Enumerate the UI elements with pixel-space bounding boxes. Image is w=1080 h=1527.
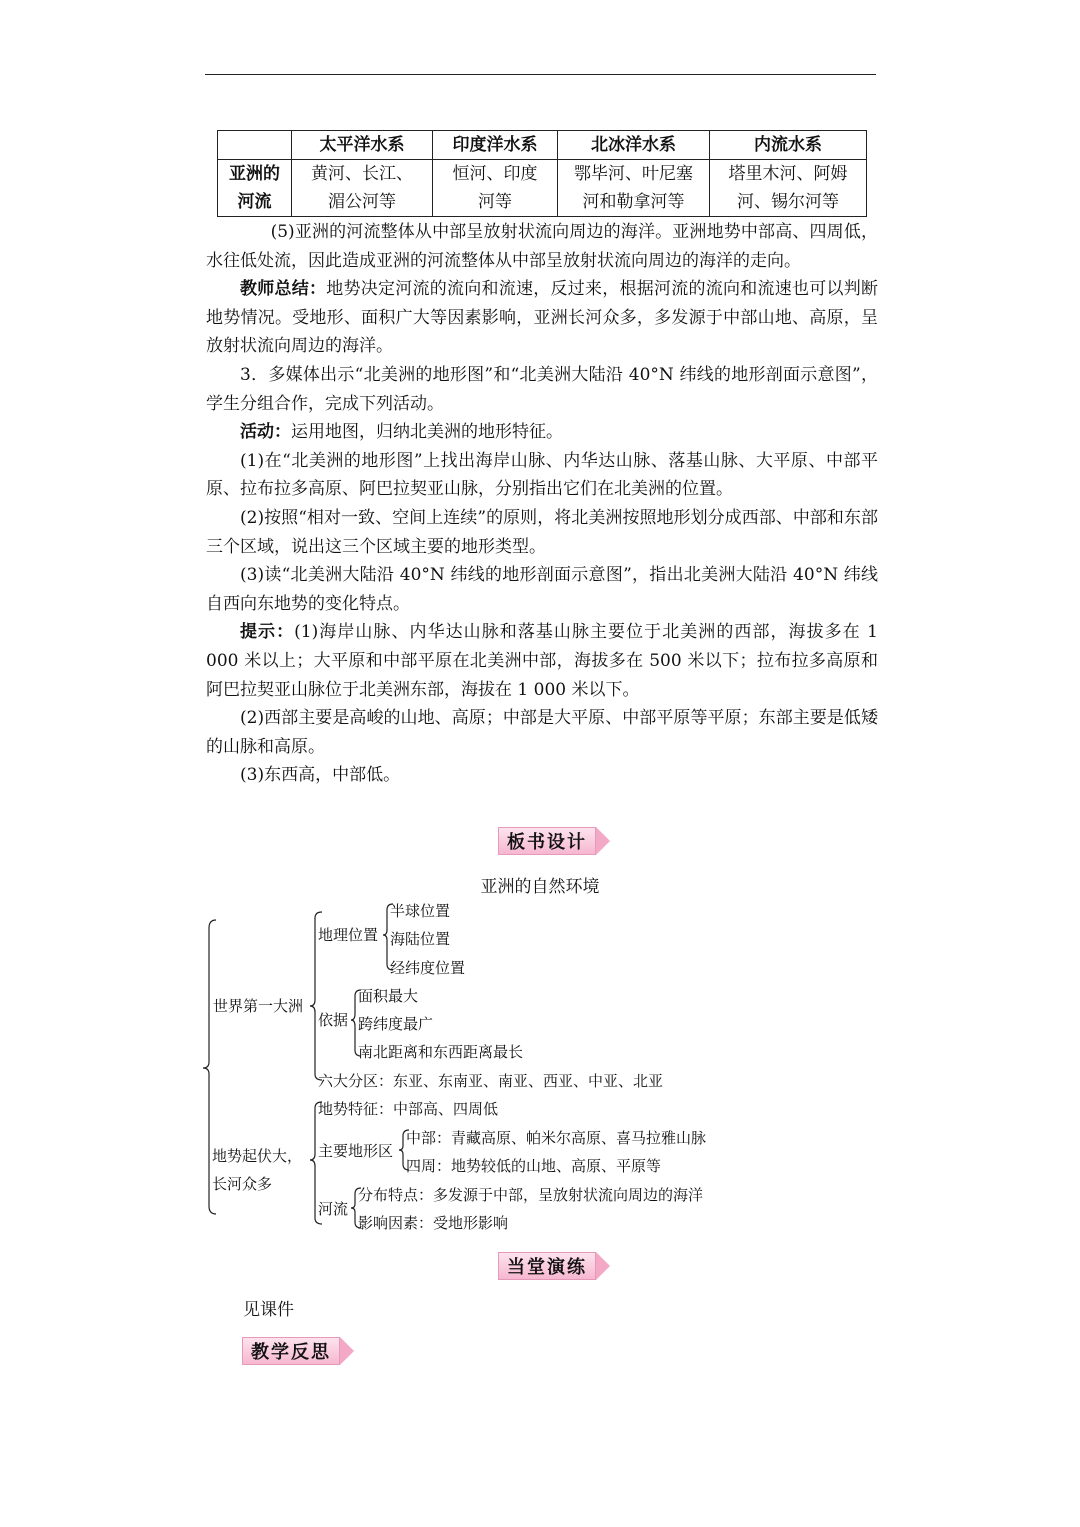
board-title: 亚洲的自然环境	[480, 877, 600, 897]
banner-arrow-icon	[596, 1252, 610, 1280]
activity-label: 活动：	[240, 422, 291, 443]
header-pacific: 太平洋水系	[292, 131, 433, 160]
hint-text-1: (1)海岸山脉、内华达山脉和落基山脉主要位于北美洲的西部，海拔多在 1 000 米以上；大平原和中部平原在北美洲中部，海拔多在 500 米以下；拉布拉多高原和阿巴拉契亚山脉位于北美洲东部，海拔在 1 000 米以下。	[206, 622, 878, 700]
header-inland: 内流水系	[710, 131, 867, 160]
hint-item-2: (2)西部主要是高峻的山地、高原；中部是大平原、中部平原等平原；东部主要是低矮的山脉和高原。	[206, 708, 878, 757]
activity-item-1: (1)在“北美洲的地形图”上找出海岸山脉、内华达山脉、落基山脉、大平原、中部平原、拉布拉多高原、阿巴拉契亚山脉，分别指出它们在北美洲的位置。	[206, 450, 878, 500]
node-geo-position: 地理位置	[318, 926, 379, 944]
summary-label: 教师总结：	[240, 279, 327, 300]
branch-largest-continent: 世界第一大洲	[213, 997, 304, 1015]
cell-indian: 恒河、印度 河等	[433, 160, 558, 217]
cell-arctic: 鄂毕河、叶尼塞 河和勒拿河等	[558, 160, 710, 217]
cell-pacific: 黄河、长江、 湄公河等	[292, 160, 433, 217]
leaf-lat-span: 跨纬度最广	[358, 1015, 434, 1033]
paragraph-3: 3．多媒体出示“北美洲的地形图”和“北美洲大陆沿 40°N 纬线的地形剖面示意图”，学生分组合作，完成下列活动。	[206, 364, 878, 414]
node-basis: 依据	[318, 1011, 349, 1029]
reflection-label: 教学反思	[242, 1337, 340, 1365]
leaf-center: 中部：青藏高原、帕米尔高原、喜马拉雅山脉	[406, 1129, 707, 1147]
leaf-hemisphere: 半球位置	[390, 902, 451, 920]
node-rivers: 河流	[318, 1200, 349, 1218]
practice-banner	[498, 1251, 610, 1281]
node-regions: 六大分区：东亚、东南亚、南亚、西亚、中亚、北亚	[318, 1072, 664, 1090]
banner-arrow-icon	[340, 1337, 354, 1365]
leaf-distance: 南北距离和东西距离最长	[358, 1043, 524, 1061]
leaf-sea-land: 海陆位置	[390, 930, 451, 948]
row-header-asia-rivers: 亚洲的 河流	[218, 160, 292, 217]
header-arctic: 北冰洋水系	[558, 131, 710, 160]
activity-item-3: (3)读“北美洲大陆沿 40°N 纬线的地形剖面示意图”，指出北美洲大陆沿 40°N 纬线自西向东地势的变化特点。	[206, 565, 878, 614]
activity-item-2: (2)按照“相对一致、空间上连续”的原则，将北美洲按照地形划分成西部、中部和东部三个区域，说出这三个区域主要的地形类型。	[206, 507, 878, 557]
reflection-banner	[242, 1336, 354, 1366]
hint-label: 提示：	[240, 622, 295, 643]
summary-text: 地势决定河流的流向和流速，反过来，根据河流的流向和流速也可以判断地势情况。受地形、面积广大等因素影响，亚洲长河众多，多发源于中部山地、高原，呈放射状流向周边的海洋。	[206, 279, 878, 357]
leaf-latlon: 经纬度位置	[390, 959, 466, 977]
practice-text: 见课件	[243, 1300, 294, 1320]
branch-terrain-line1: 地势起伏大，	[212, 1147, 303, 1165]
board-design-label: 板书设计	[498, 827, 596, 855]
hint-item-3: (3)东西高，中部低。	[240, 765, 401, 786]
header-indian: 印度洋水系	[433, 131, 558, 160]
node-terrain-feature: 地势特征：中部高、四周低	[318, 1100, 499, 1118]
branch-terrain-line2: 长河众多	[212, 1175, 273, 1193]
cell-inland: 塔里木河、阿姆 河、锡尔河等	[710, 160, 867, 217]
activity-text: 运用地图，归纳北美洲的地形特征。	[291, 422, 563, 443]
leaf-around: 四周：地势较低的山地、高原、平原等	[406, 1157, 662, 1175]
leaf-area: 面积最大	[358, 987, 419, 1005]
leaf-factor: 影响因素：受地形影响	[358, 1214, 509, 1232]
node-main-areas: 主要地形区	[318, 1142, 394, 1160]
paragraph-5: (5)亚洲的河流整体从中部呈放射状流向周边的海洋。亚洲地势中部高、四周低，水往低处流，因此造成亚洲的河流整体从中部呈放射状流向周边的海洋的走向。	[206, 222, 878, 271]
practice-label: 当堂演练	[498, 1252, 596, 1280]
leaf-distribution: 分布特点：多发源于中部，呈放射状流向周边的海洋	[358, 1186, 704, 1204]
